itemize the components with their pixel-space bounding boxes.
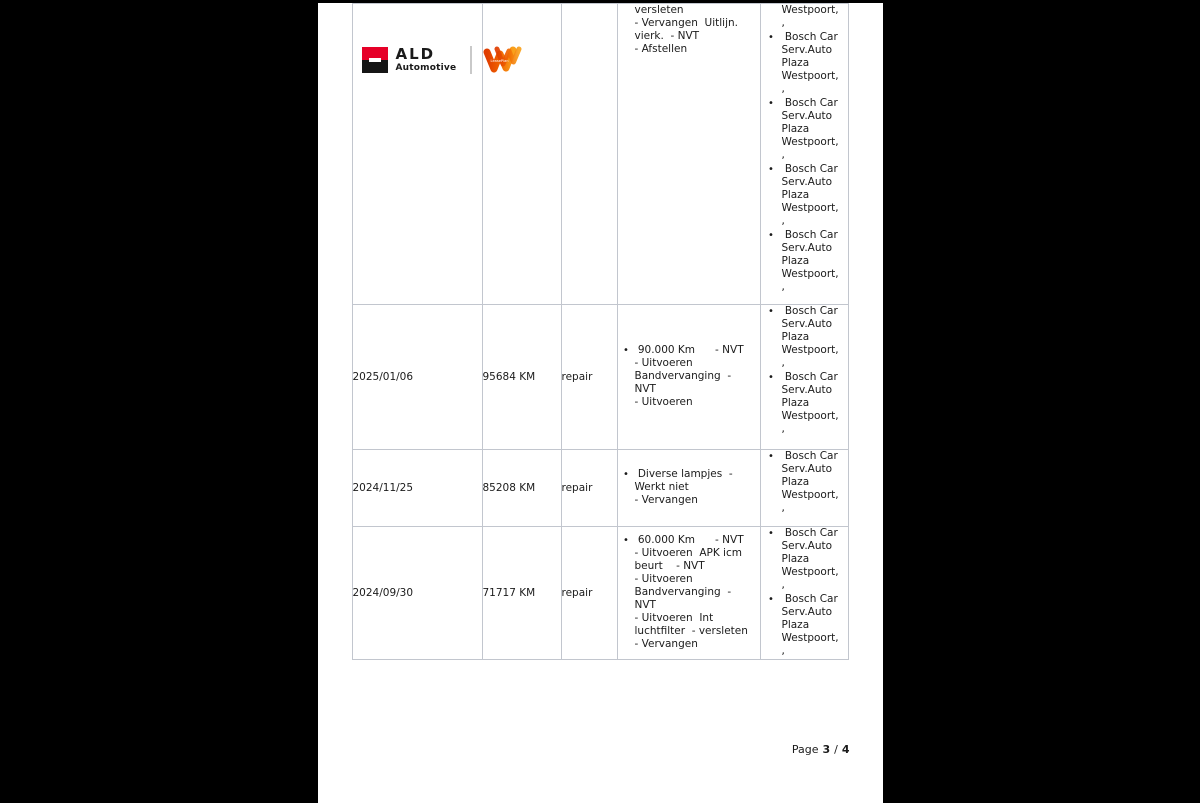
brand-name: ALD [395, 45, 436, 63]
description-item [618, 344, 760, 409]
bullet-icon: • [768, 372, 774, 383]
location-item-text: Bosch Car Serv.Auto Plaza Westpoort, , [781, 593, 839, 657]
description-item [618, 534, 760, 651]
location-item-text: Bosch Car Serv.Auto Plaza Westpoort, , [781, 31, 839, 95]
location-item [761, 450, 848, 515]
ald-wordmark [396, 47, 457, 73]
location-item [761, 305, 848, 370]
bullet-icon: • [623, 469, 629, 480]
page-footer [792, 743, 850, 756]
location-item [761, 31, 848, 96]
brand-subtitle: Automotive [395, 63, 457, 73]
ald-logo-dash [369, 58, 381, 62]
date-cell: 2025/01/06 [352, 305, 482, 450]
bullet-icon: • [768, 306, 774, 317]
location-item-text: Bosch Car Serv.Auto Plaza Westpoort, , [781, 163, 839, 227]
mileage-cell: 71717 KM [482, 527, 561, 660]
location-item-text: Bosch Car Serv.Auto Plaza Westpoort, , [781, 371, 839, 435]
description-cell [617, 4, 760, 305]
table-row [352, 527, 848, 660]
bullet-icon: • [623, 345, 629, 356]
bullet-spacer [618, 4, 635, 56]
bullet-icon: • [768, 98, 774, 109]
table-row [352, 450, 848, 527]
description-cell [617, 527, 760, 660]
ald-logo-mark [362, 47, 388, 73]
date-cell: 2024/09/30 [352, 527, 482, 660]
location-item-text: Bosch Car Serv.Auto Plaza Westpoort, , [781, 527, 839, 591]
bullet-icon: • [768, 164, 774, 175]
description-item-text: 90.000 Km - NVT - Uitvoeren Bandvervanging - NVT - Uitvoeren [634, 344, 744, 408]
description-cell [617, 305, 760, 450]
leaseplan-wordmark: LeasePlan [490, 59, 509, 63]
document-page [318, 3, 883, 803]
location-cell [760, 305, 848, 450]
description-item-text: Diverse lampjes - Werkt niet - Vervangen [634, 468, 733, 506]
type-cell: repair [561, 527, 617, 660]
location-item-text: Bosch Car Serv.Auto Plaza Westpoort, , [781, 450, 839, 514]
bullet-icon: • [768, 32, 774, 43]
page-footer-separator: / [834, 743, 838, 756]
bullet-icon: • [768, 230, 774, 241]
location-cell [760, 527, 848, 660]
location-item-text: Bosch Car Serv.Auto Plaza Westpoort, , [781, 305, 839, 369]
bullet-icon: • [623, 535, 629, 546]
location-item [761, 371, 848, 436]
description-cell [617, 450, 760, 527]
location-item [761, 4, 848, 30]
description-item-text: 60.000 Km - NVT - Uitvoeren APK icm beurt - NVT - Uitvoeren Bandvervanging - NVT - Uitvoeren Int luchtfilter - versleten - Vervangen [634, 534, 748, 650]
type-cell: repair [561, 450, 617, 527]
page-footer-label: Page [791, 743, 819, 756]
location-item [761, 97, 848, 162]
description-item [618, 4, 760, 56]
page-number-current: 3 [822, 743, 831, 756]
type-cell: repair [561, 305, 617, 450]
bullet-icon: • [768, 528, 774, 539]
leaseplan-w-icon [483, 45, 523, 75]
bullet-spacer [761, 4, 782, 30]
location-item-text: Westpoort, , [781, 4, 839, 29]
description-item-text: versleten - Vervangen Uitlijn. vierk. - NVT - Afstellen [634, 4, 738, 55]
description-item [618, 468, 760, 507]
location-item [761, 163, 848, 228]
location-item [761, 229, 848, 294]
location-item [761, 593, 848, 658]
location-cell [760, 450, 848, 527]
page-number-total: 4 [841, 743, 850, 756]
document-header [362, 45, 524, 75]
logo-divider [470, 46, 472, 74]
mileage-cell: 85208 KM [482, 450, 561, 527]
bullet-icon: • [768, 594, 774, 605]
location-item-text: Bosch Car Serv.Auto Plaza Westpoort, , [781, 229, 839, 293]
table-row [352, 305, 848, 450]
type-cell [561, 4, 617, 305]
location-cell [760, 4, 848, 305]
maintenance-history-table [352, 3, 849, 660]
location-item-text: Bosch Car Serv.Auto Plaza Westpoort, , [781, 97, 839, 161]
location-item [761, 527, 848, 592]
history-table-body [352, 4, 848, 660]
date-cell: 2024/11/25 [352, 450, 482, 527]
bullet-icon: • [768, 451, 774, 462]
mileage-cell: 95684 KM [482, 305, 561, 450]
